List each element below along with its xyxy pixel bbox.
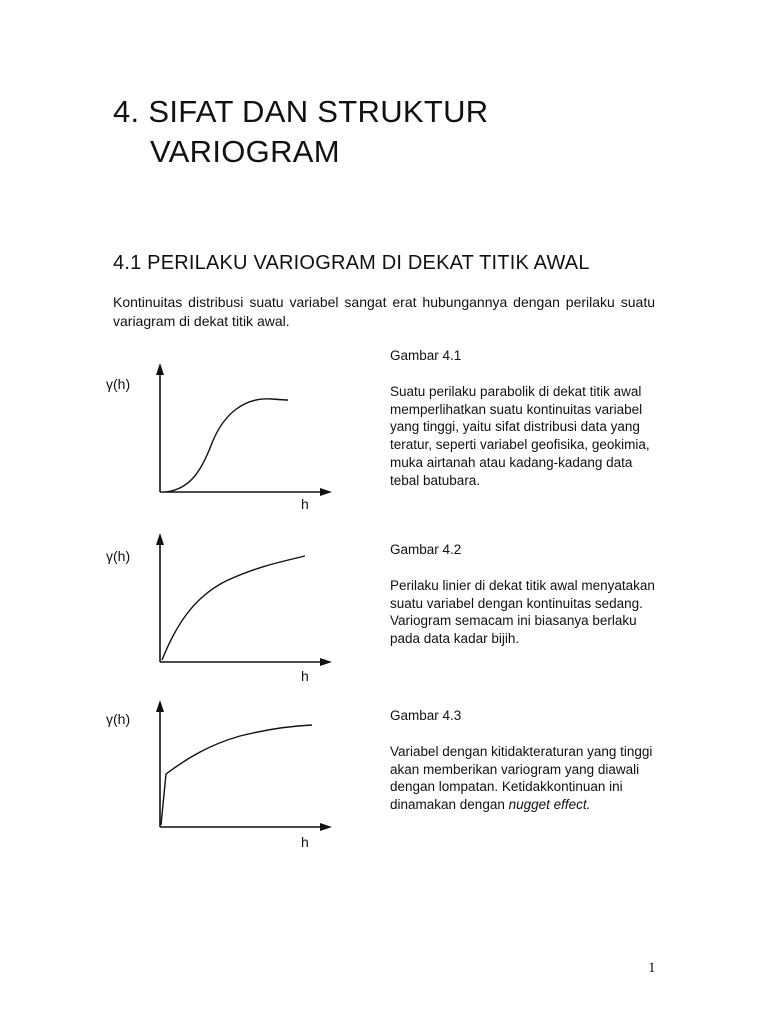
variogram-curve [161, 725, 312, 825]
x-axis-label: h [301, 834, 309, 850]
figure-4-2-graph [100, 525, 340, 690]
y-axis-label: γ(h) [106, 711, 131, 727]
y-axis-arrowhead [156, 363, 164, 375]
caption-title: Gambar 4.1 [390, 348, 462, 363]
intro-paragraph: Kontinuitas distribusi suatu variabel sangat erat hubungannya dengan perilaku suatu variagram di dekat titik awal. [113, 294, 655, 329]
nugget-effect-term: nugget effect. [508, 797, 591, 813]
caption-title: Gambar 4.2 [390, 542, 462, 557]
x-axis-label: h [301, 496, 309, 512]
chapter-title-line-1: 4. SIFAT DAN STRUKTUR [113, 94, 489, 129]
x-axis-label: h [301, 668, 309, 684]
x-axis-arrowhead [320, 488, 332, 496]
x-axis-arrowhead [320, 658, 332, 666]
y-axis-arrowhead [156, 533, 164, 545]
y-axis-label: γ(h) [106, 548, 131, 564]
y-axis-label: γ(h) [106, 376, 131, 392]
caption-4-3 [390, 707, 660, 814]
figure-4-3-graph [100, 690, 340, 855]
caption-title: Gambar 4.3 [390, 708, 462, 723]
caption-4-2 [390, 541, 660, 648]
section-title: 4.1 PERILAKU VARIOGRAM DI DEKAT TITIK AWAL [113, 252, 590, 274]
caption-body: Perilaku linier di dekat titik awal menyatakan suatu variabel dengan kontinuitas sedang. Variogram semacam ini biasanya berlaku pada data kadar bijih. [390, 577, 655, 647]
y-axis-arrowhead [156, 700, 164, 712]
variogram-curve [162, 556, 305, 660]
caption-body [390, 743, 660, 814]
caption-4-1 [390, 347, 660, 490]
caption-body-text: Variabel dengan kitidakteraturan yang tinggi akan memberikan variogram yang diawali dengan lompatan. Ketidakkontinuan ini dinamakan dengan [390, 743, 653, 813]
variogram-curve [166, 399, 288, 492]
caption-body: Suatu perilaku parabolik di dekat titik awal memperlihatkan suatu kontinuitas variabel yang tinggi, yaitu sifat distribusi data yang teratur, seperti variabel geofisika, geokimia, muka airtanah atau kadang-kadang data tebal batubara. [390, 383, 650, 488]
page-number: 1 [648, 960, 656, 976]
figure-4-1-graph [100, 355, 340, 515]
chapter-title-line-2: VARIOGRAM [150, 134, 340, 169]
x-axis-arrowhead [320, 823, 332, 831]
chapter-title [113, 92, 488, 172]
